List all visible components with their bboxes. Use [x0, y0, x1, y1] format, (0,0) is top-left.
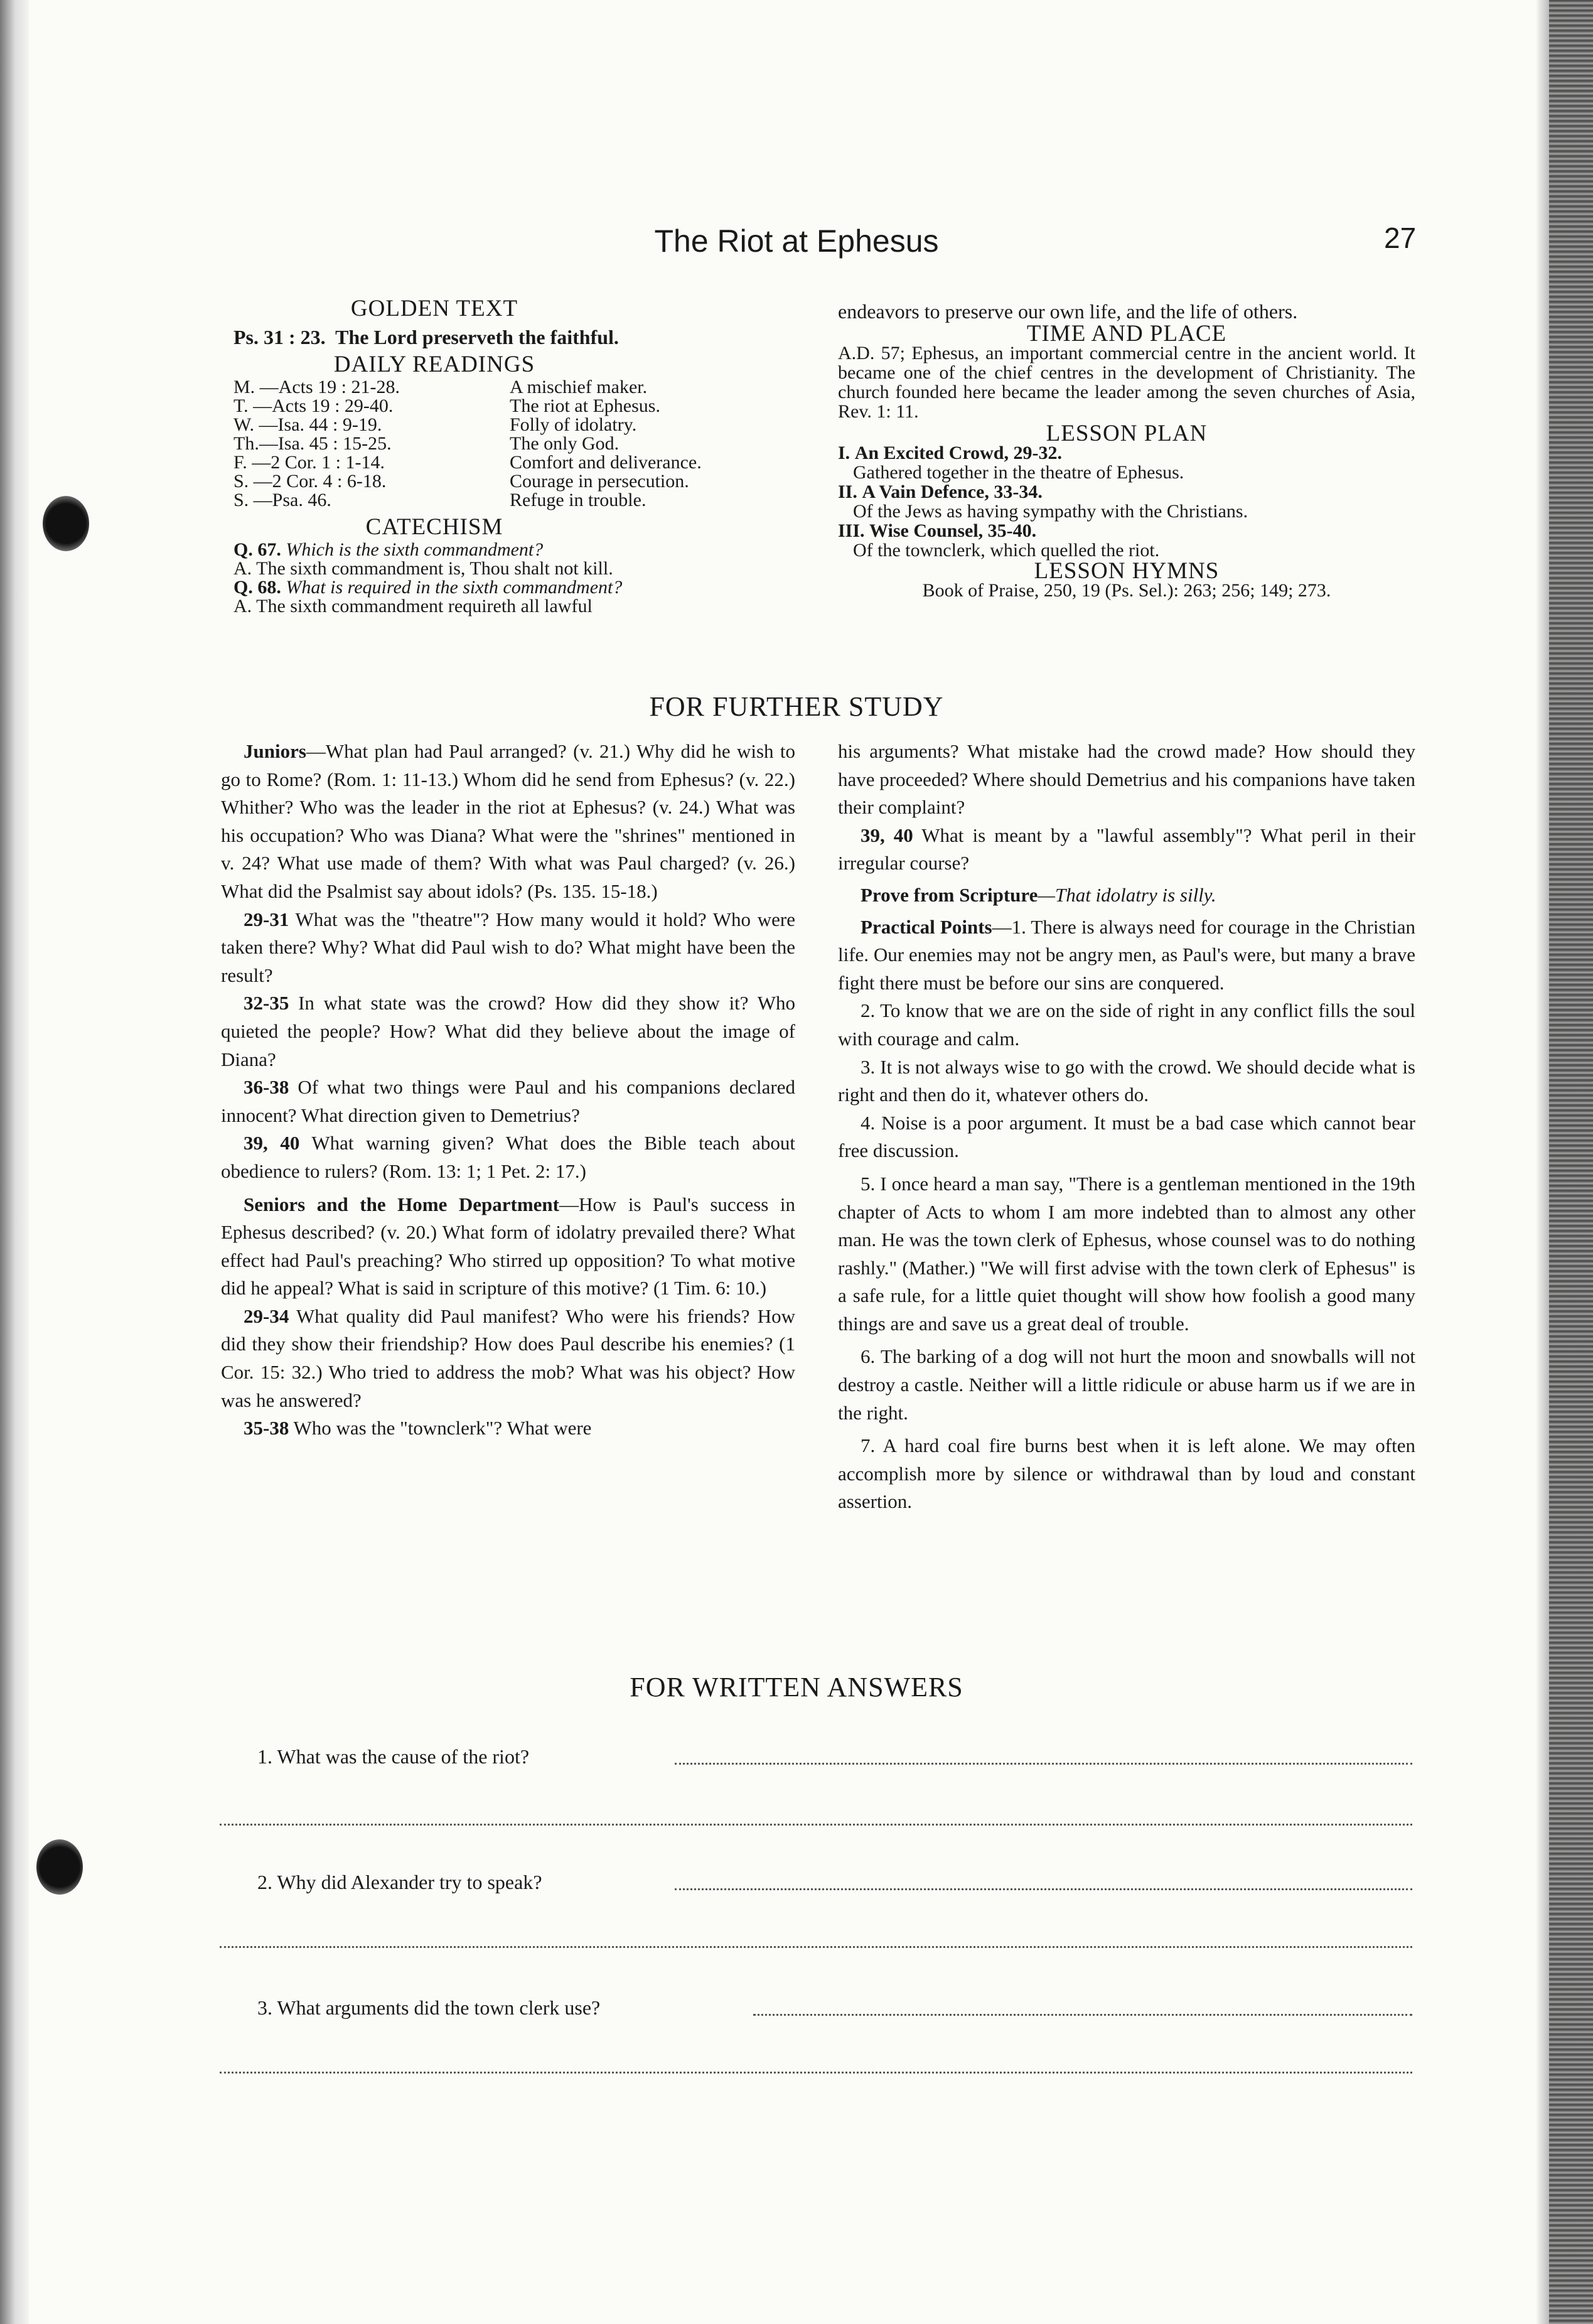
lesson-plan	[838, 443, 1415, 560]
binding-edge	[1549, 0, 1593, 2324]
catechism-answer: A. The sixth commandment requireth all lawful	[233, 596, 593, 616]
answer-line[interactable]	[220, 2072, 1412, 2074]
study-text: Of what two things were Paul and his companions declared innocent? What direction given to Demetrius?	[221, 1076, 795, 1126]
daily-readings-list	[233, 378, 798, 510]
lesson-plan-heading: LESSON PLAN	[1046, 421, 1208, 446]
plan-number: II.	[838, 481, 857, 502]
catechism-question	[233, 578, 798, 597]
answer-line[interactable]	[753, 2014, 1412, 2016]
page-number: 27	[1384, 222, 1417, 254]
punch-hole	[36, 1839, 83, 1895]
reading-title: Refuge in trouble.	[510, 490, 646, 510]
study-lead: Prove from Scripture	[861, 883, 1038, 906]
reading-row	[233, 453, 798, 472]
study-paragraph	[838, 913, 1415, 998]
catechism-question	[233, 541, 798, 559]
study-paragraph	[221, 989, 795, 1073]
plan-title: A Vain Defence, 33-34.	[862, 481, 1043, 502]
study-lead: 35-38	[244, 1417, 289, 1439]
study-paragraph	[838, 997, 1415, 1053]
study-text: What is meant by a "lawful assembly"? What peril in their irregular course?	[838, 824, 1415, 874]
study-paragraph	[221, 1191, 795, 1303]
study-text: —That idolatry is silly.	[1038, 883, 1216, 906]
study-text: 6. The barking of a dog will not hurt the moon and snowballs will not destroy a castle. Neither will a little ridicule or abuse harm us if we are in the right.	[838, 1345, 1415, 1424]
plan-item	[838, 482, 1415, 502]
plan-text: Gathered together in the theatre of Ephesus.	[853, 462, 1184, 483]
study-text: 4. Noise is a poor argument. It must be a bad case which cannot bear free discussion.	[838, 1111, 1415, 1162]
further-study-heading: FOR FURTHER STUDY	[649, 691, 944, 722]
plan-text: Of the townclerk, which quelled the riot.	[853, 540, 1160, 561]
answer-line[interactable]	[220, 1824, 1412, 1826]
reading-ref: W. —Isa. 44 : 9-19.	[233, 414, 382, 435]
daily-readings-heading: DAILY READINGS	[333, 352, 535, 377]
page-title: The Riot at Ephesus	[654, 223, 939, 259]
plan-number: I.	[838, 443, 850, 463]
reading-ref: F. —2 Cor. 1 : 1-14.	[233, 452, 385, 473]
reading-title: The only God.	[510, 433, 620, 454]
study-text: 3. It is not always wise to go with the crowd. We should decide what is right and then do it, whatever others do.	[838, 1055, 1415, 1106]
reading-row	[233, 491, 798, 510]
study-paragraph	[838, 1170, 1415, 1338]
study-text: 5. I once heard a man say, "There is a gentleman mentioned in the 19th chapter of Acts to whom I am more indebted than to almost any other man. He was the town clerk of Ephesus, whose counsel was to do nothing rashly." (Mather.) "We will first advise with the town clerk of Ephesus" is a safe rule, for a little quiet thought will show how foolish a good many things are and save us a great deal of trouble.	[838, 1172, 1415, 1335]
study-text: 7. A hard coal fire burns best when it is left alone. We may often accomplish more by silence or withdrawal than by loud and constant assertion.	[838, 1434, 1415, 1513]
study-paragraph	[221, 1303, 795, 1414]
study-paragraph	[221, 738, 795, 906]
plan-text: Of the Jews as having sympathy with the Christians.	[853, 501, 1248, 522]
study-text: —How is Paul's success in Ephesus described? (v. 20.) What form of idolatry prevailed there? What effect had Paul's preaching? Who stirred up opposition? To what motive did he appeal? What is said in scripture of this motive? (1 Tim. 6: 10.)	[221, 1193, 795, 1299]
study-paragraph	[221, 1073, 795, 1129]
question-number: Q. 67.	[233, 539, 281, 560]
catechism-answer: A. The sixth commandment is, Thou shalt not kill.	[233, 558, 613, 579]
study-lead: 29-34	[244, 1305, 289, 1327]
catechism-continuation: endeavors to preserve our own life, and the life of others.	[838, 300, 1298, 323]
question-text: What is required in the sixth commandment?	[286, 577, 623, 598]
punch-hole	[43, 496, 89, 551]
catechism-heading: CATECHISM	[365, 514, 503, 540]
plan-title: Wise Counsel, 35-40.	[869, 520, 1037, 541]
answer-line[interactable]	[675, 1888, 1412, 1890]
study-paragraph	[838, 1109, 1415, 1165]
study-text: —1. There is always need for courage in the Christian life. Our enemies may not be angry men, as Paul's were, but many a brave fight there must be before our sins are conquered.	[838, 915, 1415, 994]
study-text: In what state was the crowd? How did they show it? Who quieted the people? How? What did they believe about the image of Diana?	[221, 992, 795, 1070]
study-lead: 39, 40	[861, 824, 913, 846]
golden-text-reference: Ps. 31 : 23.	[233, 326, 326, 348]
question-2: 2. Why did Alexander try to speak?	[257, 1871, 542, 1893]
reading-row	[233, 416, 798, 434]
question-number: Q. 68.	[233, 577, 281, 598]
time-place-heading: TIME AND PLACE	[1026, 321, 1227, 347]
reading-title: Comfort and deliverance.	[510, 452, 702, 473]
study-paragraph	[221, 1414, 795, 1443]
page-right-trim	[1537, 0, 1549, 2324]
plan-number: III.	[838, 520, 865, 541]
study-paragraph	[838, 1053, 1415, 1109]
reading-ref: M. —Acts 19 : 21-28.	[233, 377, 400, 397]
study-text: —What plan had Paul arranged? (v. 21.) Why did he wish to go to Rome? (Rom. 1: 11-13.) Whom did he send from Ephesus? (v. 22.) Whither? Who was the leader in the riot at Ephesus? (v. 24.) What was his occupation? Who was Diana? What were the "shrines" mentioned in v. 24? What use made of them? With what was Paul charged? (v. 26.) What did the Psalmist say about idols? (Ps. 135. 15-18.)	[221, 740, 795, 902]
study-lead: Seniors and the Home Department	[244, 1193, 559, 1215]
golden-text	[233, 325, 798, 350]
catechism-list	[233, 541, 798, 616]
study-text: Who was the "townclerk"? What were	[289, 1417, 592, 1439]
question-text: Which is the sixth commandment?	[286, 539, 544, 560]
golden-text-heading: GOLDEN TEXT	[350, 296, 518, 321]
lesson-hymns-text: Book of Praise, 250, 19 (Ps. Sel.): 263; 256; 149; 273.	[922, 580, 1331, 601]
reading-row	[233, 434, 798, 453]
reading-row	[233, 472, 798, 491]
reading-ref: Th.—Isa. 45 : 15-25.	[233, 433, 392, 454]
further-study-right-column	[838, 738, 1415, 1516]
study-text: What was the "theatre"? How many would it hold? Who were taken there? Why? What did Paul wish to do? What might have been the result?	[221, 908, 795, 986]
lesson-hymns-heading: LESSON HYMNS	[1034, 558, 1220, 584]
study-text: What quality did Paul manifest? Who were his friends? How did they show their friendship? How does Paul describe his enemies? (1 Cor. 15: 32.) Who tried to address the mob? What was his object? How was he answered?	[221, 1305, 795, 1411]
study-lead: 36-38	[244, 1076, 289, 1099]
reading-row	[233, 397, 798, 416]
plan-item	[838, 521, 1415, 541]
plan-title: An Excited Crowd, 29-32.	[854, 443, 1062, 463]
study-lead: Practical Points	[861, 915, 992, 938]
study-continuation: his arguments? What mistake had the crowd made? How should they have proceeded? Where should Demetrius and his companions have taken their complaint?	[838, 740, 1415, 819]
reading-title: Courage in persecution.	[510, 471, 689, 492]
question-1: 1. What was the cause of the riot?	[257, 1745, 530, 1768]
study-paragraph	[838, 881, 1415, 910]
reading-title: Folly of idolatry.	[510, 414, 637, 435]
lesson-info-right	[838, 300, 1415, 600]
reading-title: A mischief maker.	[510, 377, 648, 397]
study-text: What warning given? What does the Bible teach about obedience to rulers? (Rom. 13: 1; 1 Pet. 2: 17.)	[221, 1132, 795, 1182]
reading-title: The riot at Ephesus.	[510, 395, 660, 416]
study-lead: 32-35	[244, 992, 289, 1014]
study-lead: Juniors	[244, 740, 306, 762]
reading-ref: S. —Psa. 46.	[233, 490, 331, 510]
time-place-text: A.D. 57; Ephesus, an important commercial centre in the ancient world. It became one of the chief centres in the development of Christianity. The church founded here became the leader among the seven churches of Asia, Rev. 1: 11.	[838, 343, 1415, 422]
question-3: 3. What arguments did the town clerk use?	[257, 1996, 601, 2019]
study-paragraph	[221, 906, 795, 990]
reading-row	[233, 378, 798, 397]
answer-line[interactable]	[675, 1763, 1412, 1765]
study-paragraph	[221, 1129, 795, 1185]
study-paragraph	[838, 1432, 1415, 1516]
answer-line[interactable]	[220, 1946, 1412, 1948]
written-answers-heading: FOR WRITTEN ANSWERS	[630, 1672, 963, 1703]
study-lead: 39, 40	[244, 1132, 300, 1154]
golden-text-quote: The Lord preserveth the faithful.	[335, 326, 619, 348]
study-paragraph	[838, 822, 1415, 878]
reading-ref: S. —2 Cor. 4 : 6-18.	[233, 471, 387, 492]
study-lead: 29-31	[244, 908, 289, 930]
study-paragraph	[838, 1343, 1415, 1427]
page-left-edge	[0, 0, 29, 2324]
lesson-info-left	[233, 295, 798, 616]
reading-ref: T. —Acts 19 : 29-40.	[233, 395, 394, 416]
further-study-left-column	[221, 738, 795, 1443]
study-text: 2. To know that we are on the side of right in any conflict fills the soul with courage and calm.	[838, 999, 1415, 1050]
